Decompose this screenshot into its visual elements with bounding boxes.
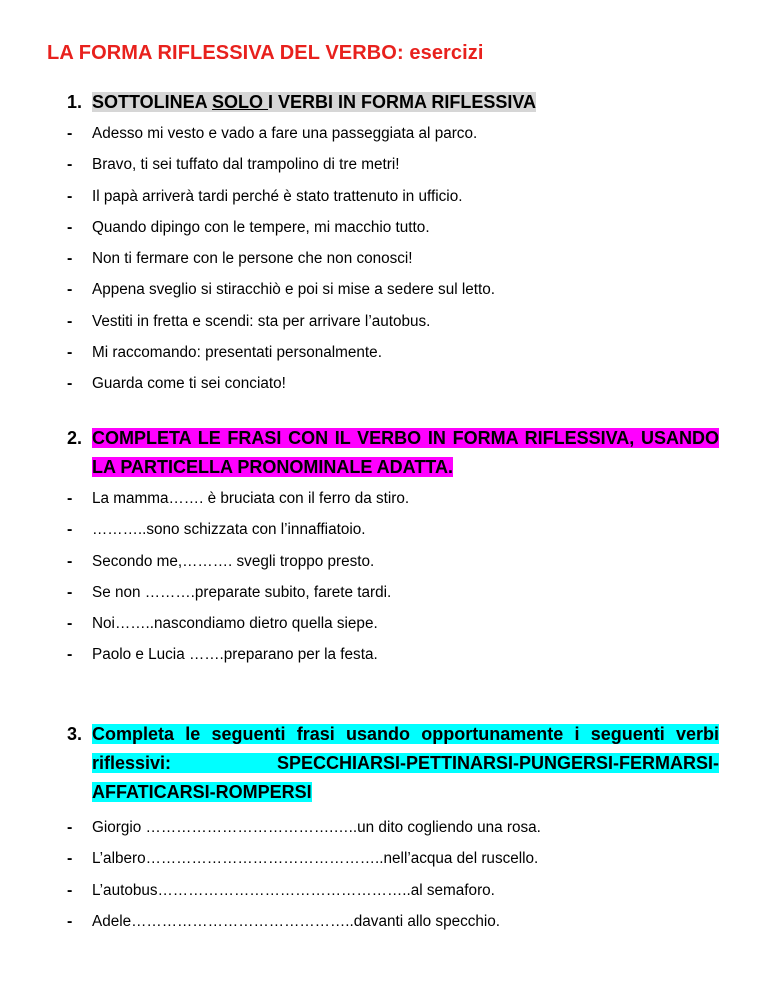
list-item [67,514,727,545]
heading-part-before: SOTTOLINEA [92,92,213,112]
bullet-dash: - [67,218,73,236]
section-3-number: 3. [67,724,83,744]
bullet-dash: - [67,646,73,664]
section-1-heading [67,88,719,117]
list-item [67,306,727,337]
bullet-dash: - [67,912,73,930]
section-1-number: 1. [67,92,83,112]
list-item-text: La mamma……. è bruciata con il ferro da stiro. [92,490,410,507]
list-item-text: Il papà arriverà tardi perché è stato trattenuto in ufficio. [92,187,463,205]
list-item-text: Paolo e Lucia …….preparano per la festa. [92,646,378,664]
list-item [67,906,727,937]
bullet-dash: - [67,344,73,362]
bullet-dash: - [67,490,73,507]
section-1-list [67,118,727,400]
section-3-heading-text: Completa le seguenti frasi usando opportunamente i seguenti verbi riflessivi: SPECCHIARSI-PETTINARSI-PUNGERSI-FERMARSI-AFFATICARSI-ROMPERSI [92,724,719,802]
list-item-text: Quando dipingo con le tempere, mi macchio tutto. [92,218,430,236]
list-item-text: Giorgio ……………………………….…..un dito cogliendo una rosa. [92,819,541,836]
bullet-dash: - [67,156,73,174]
list-item [67,243,727,274]
bullet-dash: - [67,819,73,836]
list-item-text: Secondo me,………. svegli troppo presto. [92,552,375,570]
list-item [67,608,727,639]
list-item [67,843,727,874]
section-2-heading-text: COMPLETA LE FRASI CON IL VERBO IN FORMA RIFLESSIVA, USANDO LA PARTICELLA PRONOMINALE ADATTA. [92,428,719,477]
list-item [67,337,727,368]
page-title: LA FORMA RIFLESSIVA DEL VERBO: esercizi [47,42,484,64]
list-item [67,639,727,670]
bullet-dash: - [67,552,73,570]
bullet-dash: - [67,281,73,299]
list-item [67,812,727,843]
list-item-text: L’autobus…………………………………………..al semaforo. [92,881,495,899]
bullet-dash: - [67,187,73,205]
section-3-list [67,812,727,937]
section-2-heading [67,424,719,482]
list-item [67,212,727,243]
list-item-text: Bravo, ti sei tuffato dal trampolino di tre metri! [92,156,400,174]
bullet-dash: - [67,125,73,142]
heading-part-after: I VERBI IN FORMA RIFLESSIVA [268,92,537,112]
list-item [67,368,727,399]
heading-part-underlined: SOLO [212,92,269,112]
bullet-dash: - [67,375,73,393]
section-2-list [67,483,727,671]
list-item [67,875,727,906]
list-item-text: ………..sono schizzata con l’innaffiatoio. [92,521,366,539]
list-item [67,274,727,305]
bullet-dash: - [67,521,73,539]
list-item-text: Adesso mi vesto e vado a fare una passeggiata al parco. [92,125,478,142]
bullet-dash: - [67,881,73,899]
list-item-text: Adele……………………………………..davanti allo specchio. [92,912,501,930]
list-item-text: Vestiti in fretta e scendi: sta per arrivare l’autobus. [92,312,431,330]
bullet-dash: - [67,583,73,601]
list-item [67,118,727,149]
list-item [67,546,727,577]
list-item-text: Mi raccomando: presentati personalmente. [92,344,382,362]
list-item [67,577,727,608]
bullet-dash: - [67,850,73,868]
list-item-text: Se non ……….preparate subito, farete tardi. [92,583,392,601]
list-item [67,149,727,180]
list-item [67,181,727,212]
section-1-heading-text [92,92,536,112]
list-item [67,483,727,514]
list-item-text: L’albero………………………………………..nell’acqua del ruscello. [92,850,539,868]
bullet-dash: - [67,250,73,268]
list-item-text: Non ti fermare con le persone che non conosci! [92,250,413,268]
list-item-text: Appena sveglio si stiracchiò e poi si mise a sedere sul letto. [92,281,496,299]
list-item-text: Noi……..nascondiamo dietro quella siepe. [92,615,378,633]
bullet-dash: - [67,312,73,330]
bullet-dash: - [67,615,73,633]
list-item-text: Guarda come ti sei conciato! [92,375,286,393]
section-2-number: 2. [67,428,83,448]
section-3-heading [67,720,719,807]
